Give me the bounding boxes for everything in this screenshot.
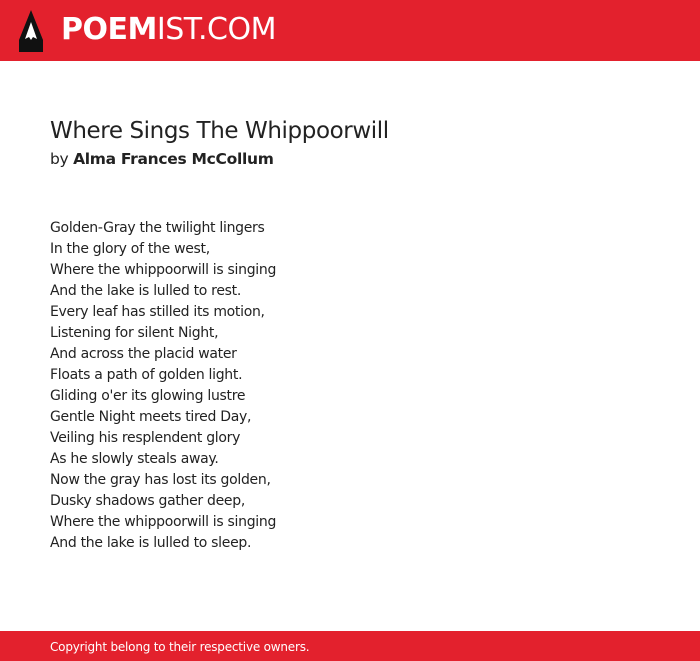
poem-line: In the glory of the west, (50, 241, 210, 257)
site-footer (0, 631, 700, 661)
poem-line: Golden-Gray the twilight lingers (50, 220, 265, 236)
poem-line: Now the gray has lost its golden, (50, 472, 271, 488)
poem-line: Dusky shadows gather deep, (50, 493, 245, 509)
poem-line: Gliding o'er its glowing lustre (50, 388, 246, 404)
poem-line: Where the whippoorwill is singing (50, 262, 277, 278)
poem-line: Veiling his resplendent glory (50, 430, 241, 446)
copyright-text: Copyright belong to their respective owners. (50, 640, 310, 654)
poem-line: Every leaf has stilled its motion, (50, 304, 265, 320)
poem-title: Where Sings The Whippoorwill (50, 118, 389, 144)
poem-line: As he slowly steals away. (50, 451, 219, 467)
poem-body (50, 218, 276, 554)
logo-bold-text: POEM (61, 12, 157, 47)
poem-line: And the lake is lulled to rest. (50, 283, 241, 299)
logo-light-text: IST.COM (156, 12, 276, 47)
site-logo[interactable] (61, 12, 276, 48)
pencil-icon[interactable] (19, 10, 43, 52)
poem-line: Floats a path of golden light. (50, 367, 243, 383)
poem-line: And the lake is lulled to sleep. (50, 535, 252, 551)
site-header (0, 0, 700, 61)
by-label: by (50, 150, 69, 168)
byline (50, 149, 274, 169)
author-name: Alma Frances McCollum (73, 150, 274, 168)
poem-line: Listening for silent Night, (50, 325, 219, 341)
poem-line: And across the placid water (50, 346, 237, 362)
poem-line: Where the whippoorwill is singing (50, 514, 277, 530)
poem-line: Gentle Night meets tired Day, (50, 409, 252, 425)
